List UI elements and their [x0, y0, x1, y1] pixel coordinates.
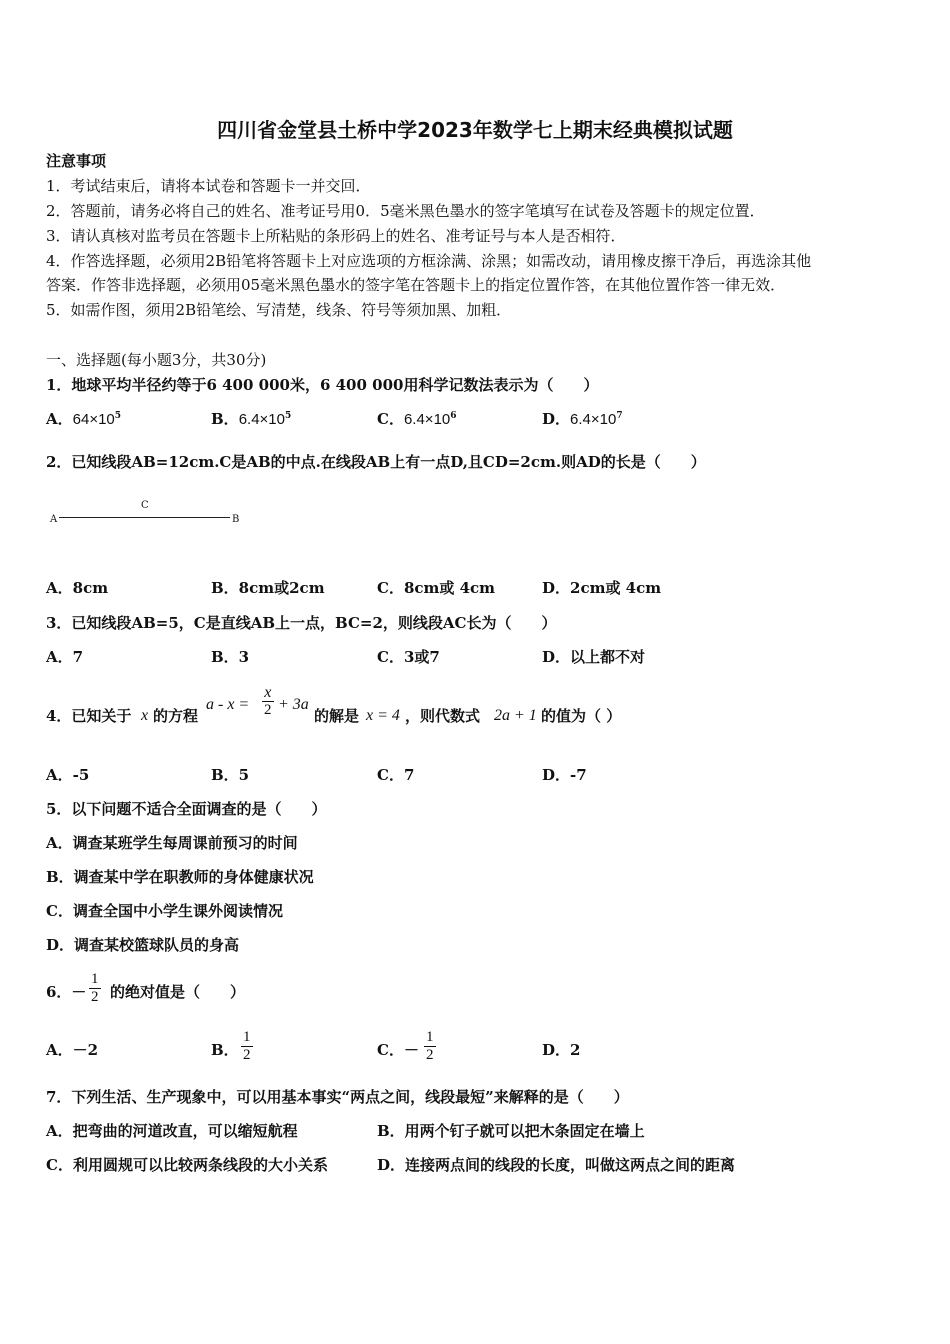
- q4-frac-den: 2: [264, 702, 272, 718]
- q1-option-a: A．$64\times 10^5$: [46, 410, 122, 428]
- question-3-stem: 3．已知线段AB=5，C是直线AB上一点，BC=2，则线段AC长为（ ）: [46, 614, 557, 632]
- q1-option-c: C．$6.4\times 10^6$: [377, 410, 457, 428]
- q6-frac-num: 1: [91, 971, 99, 987]
- segment-line: [59, 517, 230, 518]
- q2-option-b: B．8cm或2cm: [211, 579, 325, 597]
- q2-option-d: D．2cm或 4cm: [542, 579, 662, 597]
- q7-option-c: C．利用圆规可以比较两条线段的大小关系: [46, 1156, 328, 1174]
- q2-option-c: C．8cm或 4cm: [377, 579, 496, 597]
- question-5-stem: 5．以下问题不适合全面调查的是（ ）: [46, 800, 327, 818]
- notice-item: 5．如需作图，须用2B铅笔绘、写清楚，线条、符号等须加黑、加粗．: [46, 301, 512, 319]
- q4-option-d: D．-7: [542, 766, 587, 784]
- notice-item: 3．请认真核对监考员在答题卡上所粘贴的条形码上的姓名、准考证号与本人是否相符．: [46, 227, 626, 245]
- q3-option-c: C．3或7: [377, 648, 440, 666]
- q6-b-num: 1: [243, 1029, 251, 1045]
- q6-option-c-label: C．－: [377, 1041, 419, 1059]
- q3-option-d: D．以上都不对: [542, 648, 646, 666]
- page-title: 四川省金堂县土桥中学2023年数学七上期末经典模拟试题: [217, 118, 733, 142]
- q4-frac-num: x: [264, 684, 272, 701]
- q3-option-b: B．3: [211, 648, 250, 666]
- q6-c-den: 2: [426, 1047, 434, 1063]
- q5-option-d: D．调查某校篮球队员的身高: [46, 936, 240, 954]
- q4-eq-left: a - x =: [206, 696, 250, 713]
- notice-item: 答案．作答非选择题，必须用05毫米黑色墨水的签字笔在答题卡上的指定位置作答，在其他位置作答一律无效．: [46, 276, 786, 294]
- q6-frac-den: 2: [91, 989, 99, 1005]
- q4-expr: 2a + 1: [494, 707, 537, 724]
- q5-option-a: A．调查某班学生每周课前预习的时间: [46, 834, 298, 852]
- q4-option-a: A．-5: [46, 766, 90, 784]
- q6-option-a: A．－2: [46, 1041, 99, 1059]
- q4-eq-right: + 3a: [278, 696, 309, 713]
- section-heading: 一、选择题(每小题3分，共30分): [46, 351, 267, 369]
- question-1-stem: 1．地球平均半径约等于6 400 000米，6 400 000用科学记数法表示为（ ）: [46, 376, 599, 394]
- q4-mid1: 的方程: [153, 707, 199, 725]
- q6-fraction: [89, 971, 101, 1006]
- q6-c-num: 1: [426, 1029, 434, 1045]
- q7-option-b: B．用两个钉子就可以把木条固定在墙上: [377, 1122, 645, 1140]
- notice-heading: 注意事项: [46, 152, 107, 170]
- segment-figure: [48, 500, 248, 532]
- q1-option-b: B．$6.4\times 10^5$: [211, 410, 292, 428]
- q4-fraction: [262, 684, 274, 719]
- q4-mid3: ，则代数式: [405, 707, 481, 725]
- question-7-stem: 7．下列生活、生产现象中，可以用基本事实“两点之间，线段最短”来解释的是（ ）: [46, 1088, 629, 1106]
- question-6-suffix: 的绝对值是（ ）: [110, 983, 246, 1001]
- q4-suffix: 的值为（ ）: [541, 707, 622, 725]
- q4-mid2: 的解是: [314, 707, 360, 725]
- q1-option-d: D．$6.4\times 10^7$: [542, 410, 623, 428]
- q6-option-c-fraction: [424, 1029, 436, 1064]
- question-6-prefix: 6．－: [46, 983, 87, 1001]
- q7-option-d: D．连接两点间的线段的长度，叫做这两点之间的距离: [377, 1156, 736, 1174]
- question-2-stem: 2．已知线段AB=12cm.C是AB的中点.在线段AB上有一点D,且CD=2cm.则AD的长是（ ）: [46, 453, 706, 471]
- q6-option-d: D．2: [542, 1041, 581, 1059]
- q2-option-a: A．8cm: [46, 579, 109, 597]
- q3-option-a: A．7: [46, 648, 84, 666]
- q7-option-a: A．把弯曲的河道改直，可以缩短航程: [46, 1122, 298, 1140]
- q6-b-den: 2: [243, 1047, 251, 1063]
- notice-item: 2．答题前，请务必将自己的姓名、准考证号用0．5毫米黑色墨水的签字笔填写在试卷及答题卡的规定位置．: [46, 202, 765, 220]
- q6-option-b-label: B．: [211, 1041, 239, 1059]
- point-c-label: C: [141, 500, 149, 511]
- q4-option-c: C．7: [377, 766, 415, 784]
- question-4-prefix: 4．已知关于: [46, 707, 132, 725]
- q5-option-b: B．调查某中学在职教师的身体健康状况: [46, 868, 314, 886]
- q4-var-x: x: [141, 707, 149, 724]
- q4-solution: x = 4: [366, 707, 400, 724]
- q5-option-c: C．调查全国中小学生课外阅读情况: [46, 902, 283, 920]
- q6-option-b-fraction: [241, 1029, 253, 1064]
- q4-option-b: B．5: [211, 766, 250, 784]
- notice-item: 1．考试结束后，请将本试卷和答题卡一并交回．: [46, 177, 371, 195]
- notice-item: 4．作答选择题，必须用2B铅笔将答题卡上对应选项的方框涂满、涂黑；如需改动，请用橡皮擦干净后，再选涂其他: [46, 252, 812, 270]
- point-b-label: B: [232, 514, 240, 525]
- point-a-label: A: [50, 514, 58, 525]
